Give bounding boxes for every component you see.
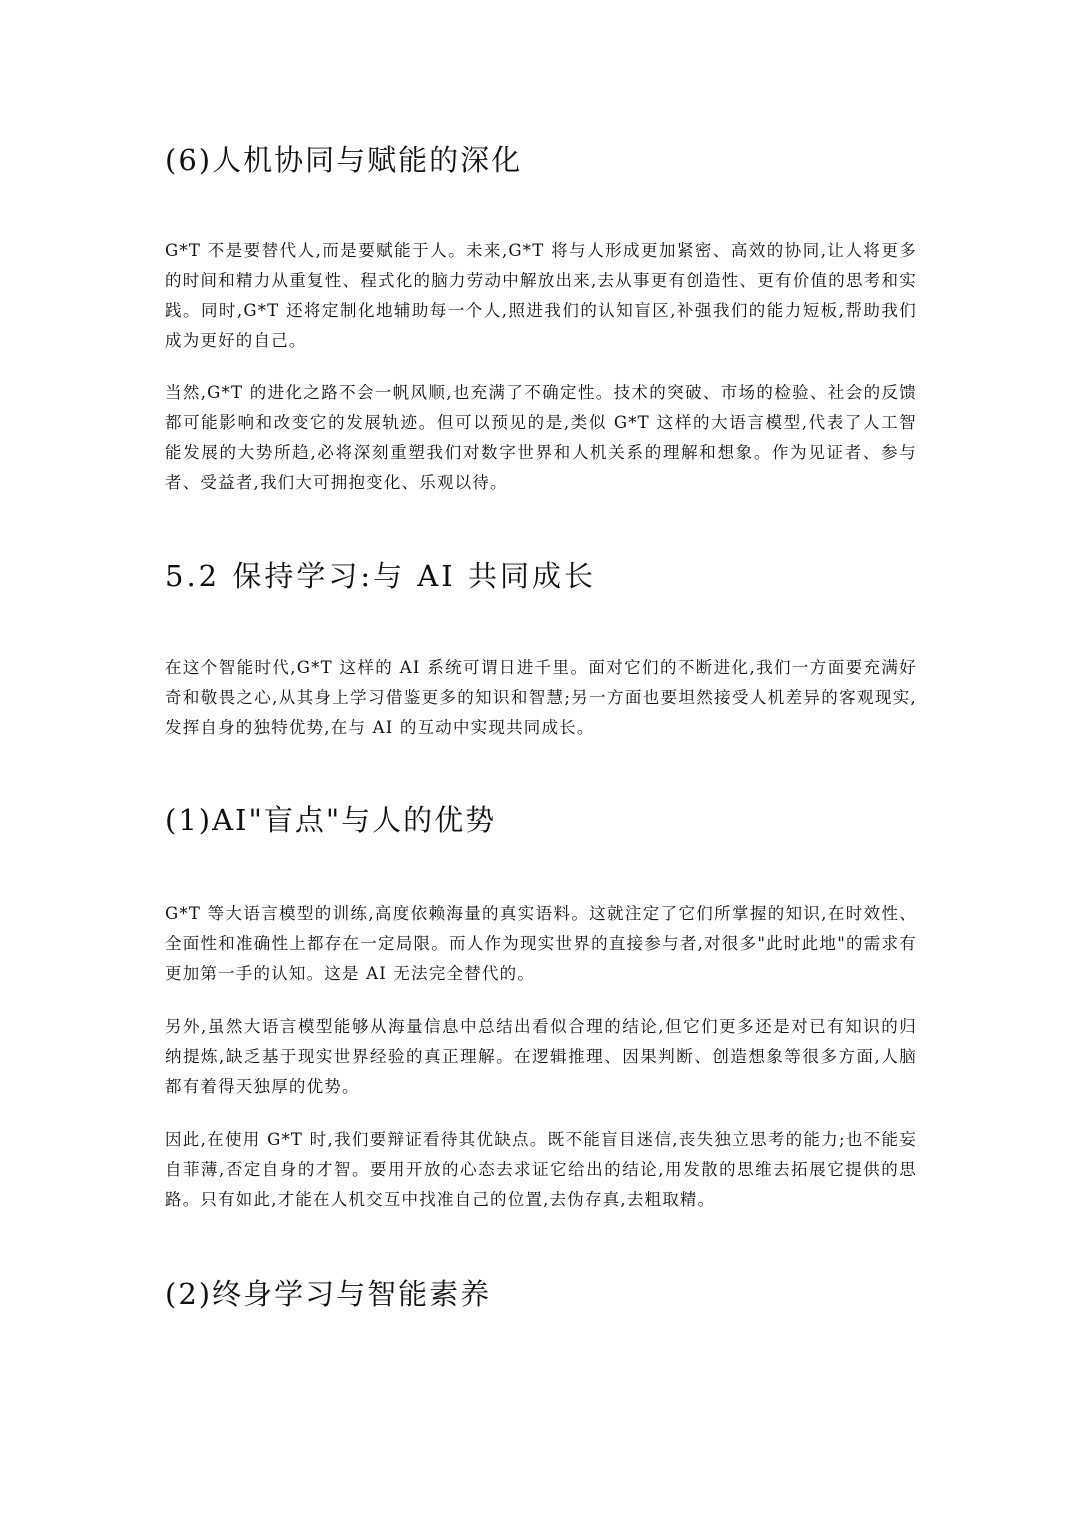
heading-human-machine-collaboration: (6)人机协同与赋能的深化	[165, 143, 523, 177]
paragraph-empowerment: G*T 不是要替代人,而是要赋能于人。未来,G*T 将与人形成更加紧密、高效的协同,让人将更多的时间和精力从重复性、程式化的脑力劳动中解放出来,去从事更有创造性、更有价值的思考和实践。同时,G*T 还将定制化地辅助每一个人,照进我们的认知盲区,补强我们的能力短板,帮助我们成为更好的自己。	[165, 241, 917, 350]
paragraph-training-limits: G*T 等大语言模型的训练,高度依赖海量的真实语料。这就注定了它们所掌握的知识,在时效性、全面性和准确性上都存在一定局限。而人作为现实世界的直接参与者,对很多"此时此地"的需求有更加第一手的认知。这是 AI 无法完全替代的。	[165, 904, 917, 983]
paragraph-keep-learning: 在这个智能时代,G*T 这样的 AI 系统可谓日进千里。面对它们的不断进化,我们一方面要充满好奇和敬畏之心,从其身上学习借鉴更多的知识和智慧;另一方面也要坦然接受人机差异的客观现实,发挥自身的独特优势,在与 AI 的互动中实现共同成长。	[165, 658, 917, 737]
heading-section-5-2: 5.2 保持学习:与 AI 共同成长	[165, 559, 596, 593]
paragraph-dialectical-view: 因此,在使用 G*T 时,我们要辩证看待其优缺点。既不能盲目迷信,丧失独立思考的能力;也不能妄自菲薄,否定自身的才智。要用开放的心态去求证它给出的结论,用发散的思维去拓展它提供的思路。只有如此,才能在人机交互中找准自己的位置,去伪存真,去粗取精。	[165, 1130, 917, 1209]
paragraph-human-advantage: 另外,虽然大语言模型能够从海量信息中总结出看似合理的结论,但它们更多还是对已有知识的归纳提炼,缺乏基于现实世界经验的真正理解。在逻辑推理、因果判断、创造想象等很多方面,人脑都有着得天独厚的优势。	[165, 1017, 917, 1096]
heading-lifelong-learning: (2)终身学习与智能素养	[165, 1277, 492, 1311]
paragraph-evolution-path: 当然,G*T 的进化之路不会一帆风顺,也充满了不确定性。技术的突破、市场的检验、社会的反馈都可能影响和改变它的发展轨迹。但可以预见的是,类似 G*T 这样的大语言模型,代表了人工智能发展的大势所趋,必将深刻重塑我们对数字世界和人机关系的理解和想象。作为见证者、参与者、受益者,我们大可拥抱变化、乐观以待。	[165, 383, 917, 492]
heading-ai-blind-spots: (1)AI"盲点"与人的优势	[165, 803, 497, 837]
